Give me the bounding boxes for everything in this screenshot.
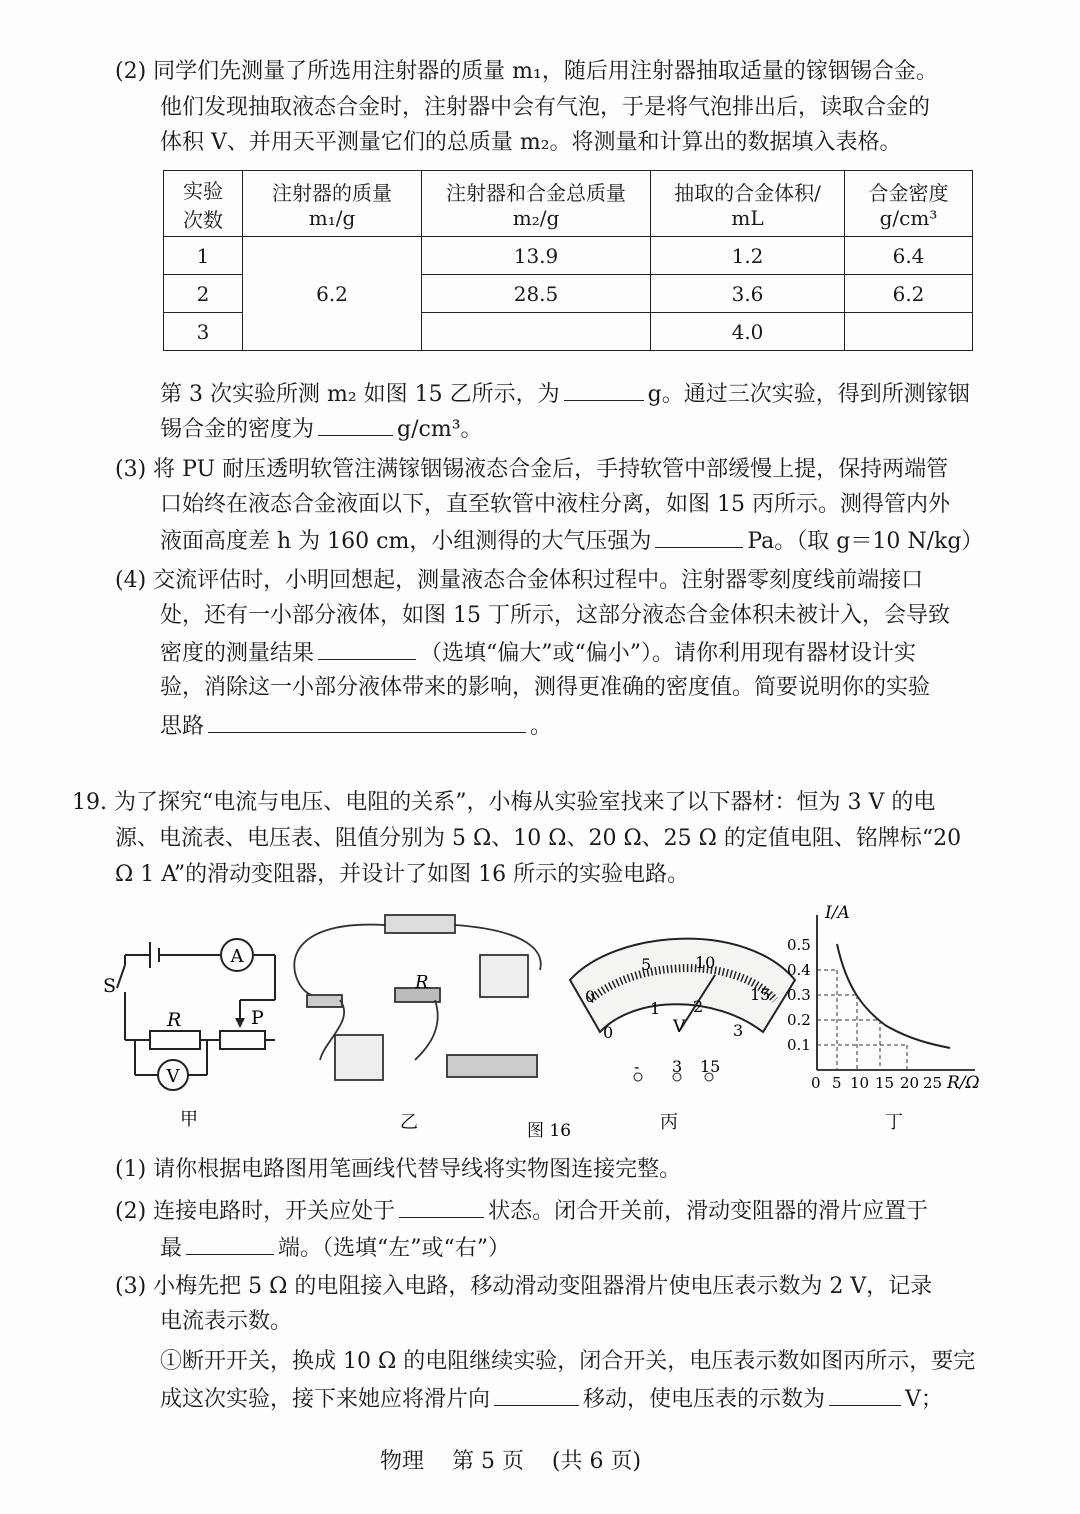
- q19-s3-line3: ①断开开关，换成 10 Ω 的电阻继续实验，闭合开关，电压表示数如图丙所示，要完: [160, 1349, 976, 1374]
- q19-s1: (1) 请你根据电路图用笔画线代替导线将实物图连接完整。: [115, 1157, 682, 1182]
- q18-p4-line2: 处，还有一小部分液体，如图 15 丁所示，这部分液态合金体积未被计入，会导致: [160, 603, 950, 628]
- y-tick: 0.3: [787, 986, 811, 1004]
- answer-blank[interactable]: [318, 413, 393, 436]
- text-span: 端。（选填“左”或“右”）: [278, 1236, 511, 1261]
- q19-line2: 源、电流表、电压表、阻值分别为 5 Ω、10 Ω、20 Ω、25 Ω 的定值电阻、铭牌标“20: [115, 826, 962, 851]
- meter-unit-label: V: [673, 1017, 686, 1037]
- text-span: (2) 连接电路时，开关应处于: [115, 1199, 396, 1224]
- meter-bottom-tick: 1: [650, 999, 661, 1018]
- table-header-trial: 实验: [183, 178, 223, 203]
- wire: [415, 1000, 438, 1060]
- text-span: 液面高度差 h 为 160 cm，小组测得的大气压强为: [160, 529, 652, 554]
- q19-line1: 19. 为了探究“电流与电压、电阻的关系”，小梅从实验室找来了以下器材：恒为 3 V 的电: [72, 790, 936, 815]
- meter-bottom-tick: 0: [603, 1023, 614, 1042]
- q18-p4-line5: [160, 710, 552, 742]
- table-row: [164, 237, 973, 275]
- slider-label: P: [251, 1007, 264, 1029]
- data-table: [163, 170, 973, 351]
- x-tick: 0: [811, 1074, 821, 1092]
- figure-16: [95, 900, 995, 1150]
- text-span: 思路: [160, 714, 205, 739]
- apparatus-drawing: [294, 915, 540, 1080]
- text-span: 成这次实验，接下来她应将滑片向: [160, 1387, 491, 1412]
- text-span: 密度的测量结果: [160, 641, 315, 666]
- q18-p4-line3: [160, 637, 916, 669]
- answer-blank[interactable]: [564, 378, 644, 401]
- wire: [294, 925, 385, 1000]
- battery-box-icon: [385, 915, 455, 933]
- table-cell: [845, 313, 973, 351]
- arrow-icon: [235, 1018, 245, 1028]
- q19-s2-line1: [115, 1195, 928, 1227]
- answer-blank[interactable]: [655, 525, 743, 548]
- table-cell: 6.4: [845, 237, 973, 275]
- x-tick: 25: [923, 1074, 943, 1092]
- y-axis-label: I/A: [825, 903, 850, 923]
- text-span: （选填“偏大”或“偏小”）。请你利用现有器材设计实: [420, 641, 917, 666]
- q18-p2-line1: (2) 同学们先测量了所选用注射器的质量 m₁，随后用注射器抽取适量的镓铟锡合金。: [115, 59, 938, 84]
- switch-label: S: [103, 975, 117, 997]
- rheostat-icon: [220, 1031, 265, 1049]
- resistor-label: R: [167, 1009, 182, 1031]
- rheostat-component-icon: [447, 1055, 537, 1077]
- y-tick: 0.2: [787, 1011, 811, 1029]
- apparatus-r-label: R: [415, 972, 429, 993]
- x-tick: 5: [832, 1074, 842, 1092]
- text-span: V；: [905, 1387, 943, 1412]
- switch-icon: [117, 965, 125, 988]
- q19-s3-line2: 电流表示数。: [160, 1309, 293, 1334]
- voltmeter-component-icon: [335, 1035, 383, 1080]
- table-header-m2: 注射器和合金总质量: [446, 181, 626, 205]
- y-tick: 0.5: [787, 936, 811, 954]
- answer-blank[interactable]: [494, 1383, 579, 1406]
- fig-label-yi: 乙: [400, 1112, 418, 1133]
- table-header-volume-unit: mL: [731, 206, 764, 230]
- meter-top-tick: 5: [641, 955, 652, 974]
- text-span: 最: [160, 1236, 183, 1261]
- q18-p4-line4: 验，消除这一小部分液体带来的影响，测得更准确的密度值。简要说明你的实验: [160, 675, 931, 700]
- x-tick: 10: [850, 1074, 870, 1092]
- terminal-label: 15: [700, 1057, 721, 1076]
- q18-p3-line2: 口始终在液态合金液面以下，直至软管中液柱分离，如图 15 丙所示。测得管内外: [160, 492, 950, 517]
- q18-p3-line3: [160, 525, 983, 557]
- table-header-m2-unit: m₂/g: [512, 206, 560, 230]
- ammeter-component-icon: [480, 955, 528, 997]
- q19-s3-line1: (3) 小梅先把 5 Ω 的电阻接入电路，移动滑动变阻器滑片使电压表示数为 2 V，记录: [115, 1274, 933, 1299]
- text-span: 第 3 次实验所测 m₂ 如图 15 乙所示，为: [160, 382, 560, 407]
- voltmeter-label: V: [166, 1066, 180, 1087]
- curve: [837, 944, 950, 1048]
- answer-blank[interactable]: [318, 637, 416, 660]
- table-cell: 13.9: [422, 237, 651, 275]
- table-header-m1: 注射器的质量: [272, 181, 392, 205]
- terminal-label: 3: [672, 1057, 683, 1076]
- figure-caption: 图 16: [527, 1121, 572, 1141]
- q18-after-table-line1: [160, 378, 970, 410]
- text-span: g/cm³。: [397, 417, 483, 442]
- table-cell-m1: 6.2: [243, 237, 422, 351]
- meter-top-tick: 10: [695, 953, 716, 972]
- text-span: g。通过三次实验，得到所测镓铟: [647, 382, 970, 407]
- text-span: 移动，使电压表的示数为: [583, 1387, 826, 1412]
- meter-top-tick: 15: [750, 985, 771, 1004]
- table-cell: 1.2: [651, 237, 845, 275]
- i-r-graph: [817, 915, 975, 1070]
- table-cell: 4.0: [651, 313, 845, 351]
- table-cell: [422, 313, 651, 351]
- meter-top-tick: 0: [585, 987, 596, 1006]
- meter-bottom-tick: 3: [733, 1021, 744, 1040]
- text-span: Pa。（取 g＝10 N/kg）: [747, 529, 984, 554]
- table-header-m1-unit: m₁/g: [308, 206, 356, 230]
- answer-blank[interactable]: [208, 710, 526, 733]
- answer-blank[interactable]: [829, 1383, 901, 1406]
- fig-label-jia: 甲: [180, 1109, 198, 1130]
- q18-after-table-line2: [160, 413, 483, 445]
- q19-s3-line4: [160, 1383, 943, 1415]
- text-span: 锡合金的密度为: [160, 417, 315, 442]
- q18-p4-line1: (4) 交流评估时，小明回想起，测量液态合金体积过程中。注射器零刻度线前端接口: [115, 568, 924, 593]
- ammeter-label: A: [230, 946, 244, 967]
- meter-bottom-tick: 2: [693, 997, 704, 1016]
- x-tick: 20: [900, 1074, 920, 1092]
- y-tick: 0.4: [787, 961, 811, 979]
- x-axis-label: R/Ω: [947, 1073, 980, 1093]
- y-tick: 0.1: [787, 1036, 811, 1054]
- table-cell: 6.2: [845, 275, 973, 313]
- table-header-density: 合金密度 g/cm³: [868, 181, 949, 230]
- q19-line3: Ω 1 A”的滑动变阻器，并设计了如图 16 所示的实验电路。: [115, 862, 690, 887]
- terminal-label: -: [634, 1057, 640, 1076]
- answer-blank[interactable]: [186, 1232, 274, 1255]
- q18-p3-line1: (3) 将 PU 耐压透明软管注满镓铟锡液态合金后，手持软管中部缓慢上提，保持两端管: [115, 457, 949, 482]
- page-footer: 物理 第 5 页 (共 6 页): [380, 1449, 642, 1474]
- table-header-volume: 抽取的合金体积/: [674, 181, 821, 205]
- table-header-trial-2: 次数: [183, 207, 223, 232]
- q18-p2-line2: 他们发现抽取液态合金时，注射器中会有气泡，于是将气泡排出后，读取合金的: [160, 95, 931, 120]
- table-cell: 2: [164, 275, 243, 313]
- fig-label-bing: 丙: [660, 1112, 678, 1133]
- answer-blank[interactable]: [399, 1195, 484, 1218]
- switch-component-icon: [307, 995, 342, 1007]
- table-cell: 28.5: [422, 275, 651, 313]
- fig-label-ding: 丁: [885, 1112, 903, 1133]
- resistor-r-icon: [150, 1031, 200, 1049]
- table-cell: 1: [164, 237, 243, 275]
- voltmeter-dial: [570, 939, 795, 1081]
- x-tick: 15: [875, 1074, 895, 1092]
- table-cell: 3: [164, 313, 243, 351]
- q18-p2-line3: 体积 V、并用天平测量它们的总质量 m₂。将测量和计算出的数据填入表格。: [160, 130, 902, 155]
- text-span: 状态。闭合开关前，滑动变阻器的滑片应置于: [488, 1199, 929, 1224]
- q19-s2-line2: [160, 1232, 510, 1264]
- text-span: 。: [530, 714, 553, 739]
- table-cell: 3.6: [651, 275, 845, 313]
